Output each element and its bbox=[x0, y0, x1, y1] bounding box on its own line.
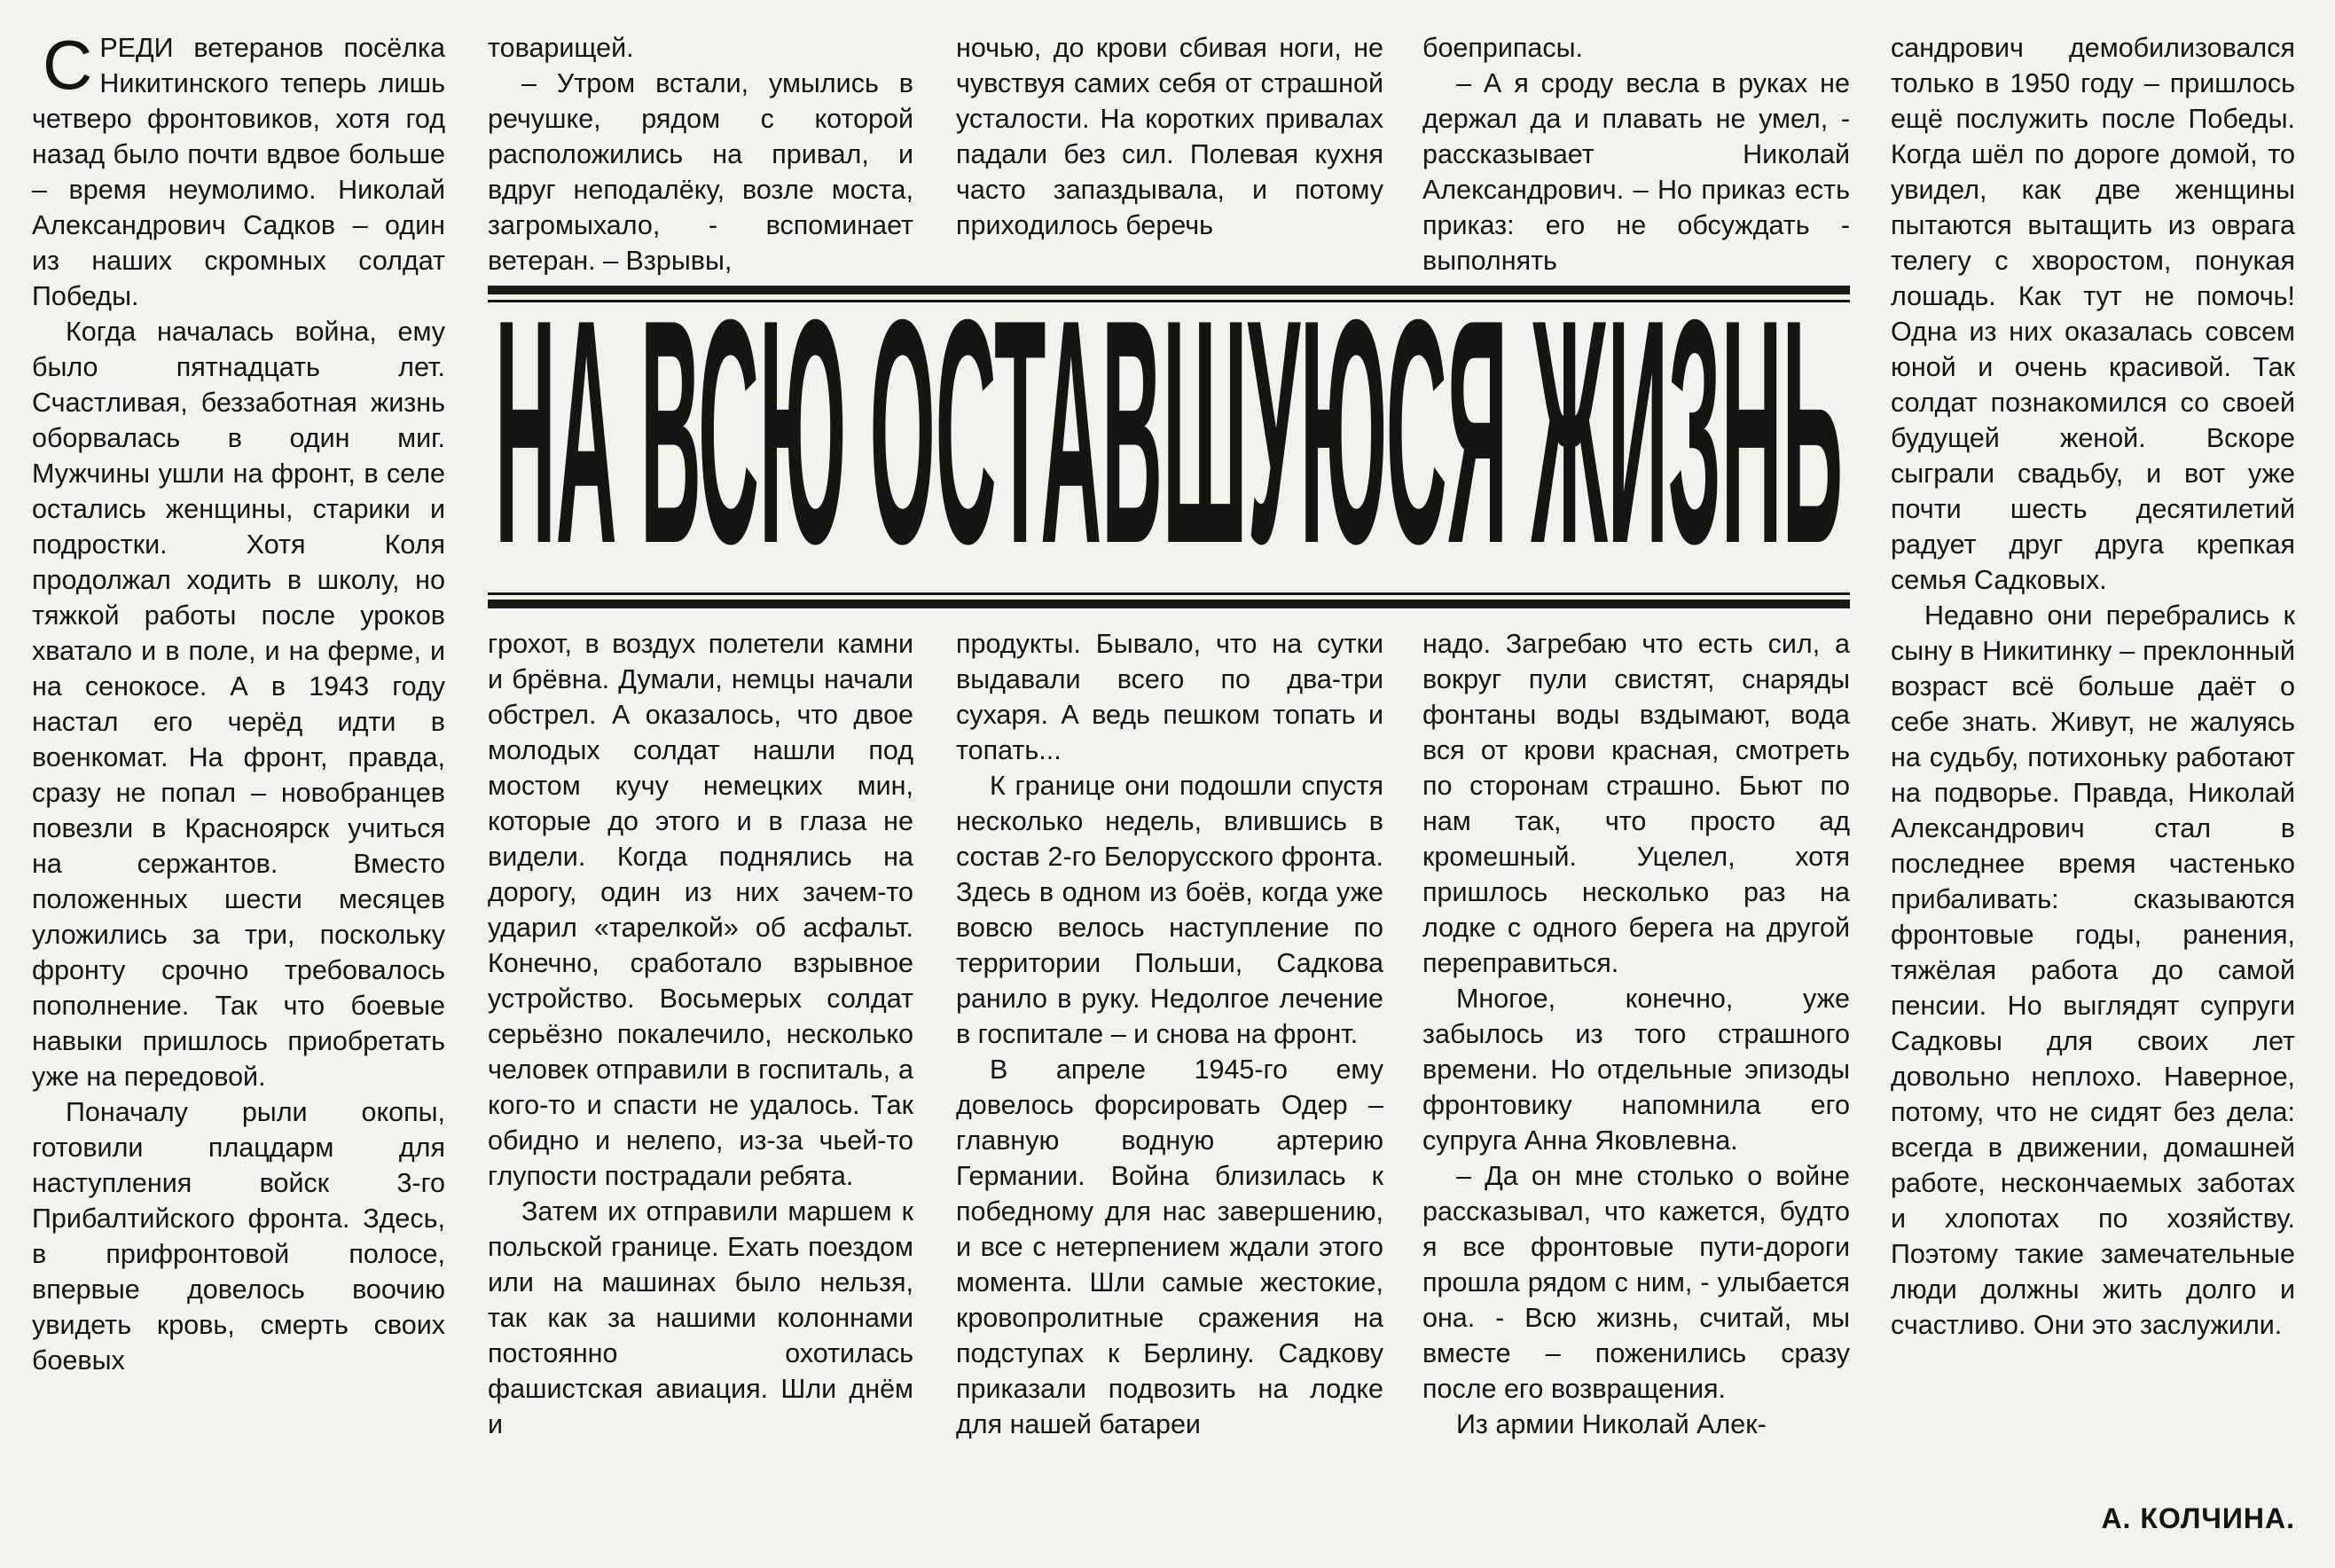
article-paragraph: боеприпасы. bbox=[1422, 33, 1584, 63]
article-paragraph: – Да он мне столько о войне рассказывал, что кажется, будто я все фронтовые пути-дороги прошла рядом с ним, - улыбается она. - Всю жизнь, считай, мы вместе – поженились сразу после его возвращения. bbox=[1422, 1161, 1850, 1404]
article-column-2-bottom bbox=[488, 626, 913, 1552]
headline-svg bbox=[488, 310, 1850, 585]
article-column-3-top bbox=[956, 30, 1383, 275]
article-column-3-bottom bbox=[956, 626, 1383, 1552]
article-paragraph: сандрович демобилизовался только в 1950 году – пришлось ещё послужить после Победы. Когда шёл по дороге домой, то увидел, как две женщины пытаются вытащить из оврага телегу с хворостом, понукая лошадь. Как тут не помочь! Одна из них оказалась совсем юной и очень красивой. Так солдат познакомился со своей будущей женой. Вскоре сыграли свадьбу, и вот уже почти шесть десятилетий радует друг друга крепкая семья Садковых. bbox=[1891, 33, 2295, 595]
article-paragraph: К границе они подошли спустя несколько недель, влившись в состав 2-го Белорусского фронта. Здесь в одном из боёв, когда уже вовсю велось наступление по территории Польши, Садкова ранило в руку. Недолгое лечение в госпитале – и снова на фронт. bbox=[956, 771, 1383, 1049]
article-paragraph: товарищей. bbox=[488, 33, 634, 63]
headline-rule-bottom bbox=[488, 600, 1850, 608]
article-paragraph: Затем их отправили маршем к польской границе. Ехать поездом или на машинах было нельзя, так как за нашими колоннами постоянно охотилась фашистская авиация. Шли днём и bbox=[488, 1196, 913, 1439]
article-column-2-top bbox=[488, 30, 913, 275]
article-paragraph: – Утром встали, умылись в речушке, рядом с которой расположились на привал, и вдруг неподалёку, возле моста, загромыхало, - вспоминает ветеран. – Взрывы, bbox=[488, 68, 913, 275]
headline bbox=[488, 310, 1850, 585]
article-paragraph: Когда началась война, ему было пятнадцать лет. Счастливая, беззаботная жизнь оборвалась в один миг. Мужчины ушли на фронт, в селе остались женщины, старики и подростки. Хотя Коля продолжал ходить в школу, но тяжкой работы после уроков хватало и в поле, и на ферме, и на сенокосе. А в 1943 году настал его черёд идти в военкомат. На фронт, правда, сразу не попал – новобранцев повезли в Красноярск учиться на сержантов. Вместо положенных шести месяцев уложились за три, поскольку фронту срочно требовалось пополнение. Так что боевые навыки пришлось приобретать уже на передовой. bbox=[32, 317, 445, 1092]
paragraph-text: РЕДИ ветеранов посёлка Никитинского теперь лишь четверо фронтовиков, хотя год назад было почти вдвое больше – время неумолимо. Николай Александрович Садков – один из наших скромных солдат Победы. bbox=[32, 33, 445, 311]
drop-cap: С bbox=[43, 30, 93, 104]
article-column-4-top bbox=[1422, 30, 1850, 275]
article-paragraph bbox=[32, 30, 445, 314]
article-paragraph: грохот, в воздух полетели камни и брёвна. Думали, немцы начали обстрел. А оказалось, что двое молодых солдат нашли под мостом кучу немецких мин, которые до этого и в глаза не видели. Когда поднялись на дорогу, один из них зачем-то ударил «тарелкой» об асфальт. Конечно, сработало взрывное устройство. Восьмерых солдат серьёзно покалечило, несколько человек отправили в госпиталь, а кого-то и спасти не удалось. Так обидно и нелепо, из-за чьей-то глупости пострадали ребята. bbox=[488, 629, 913, 1191]
article-paragraph: Из армии Николай Алек- bbox=[1456, 1409, 1767, 1439]
headline-rule-bottom-thin bbox=[488, 592, 1850, 595]
article-paragraph: Многое, конечно, уже забылось из того страшного времени. Но отдельные эпизоды фронтовику напомнила его супруга Анна Яковлевна. bbox=[1422, 984, 1850, 1156]
author-signature: А. КОЛЧИНА. bbox=[2101, 1502, 2295, 1534]
headline-rule-top-thin bbox=[488, 300, 1850, 302]
headline-text: НА ВСЮ ОСТАВШУЮСЯ ЖИЗНЬ bbox=[495, 310, 1843, 585]
article-column-4-bottom bbox=[1422, 626, 1850, 1552]
article-column-5 bbox=[1891, 30, 2295, 1494]
article-paragraph: Недавно они перебрались к сыну в Никитинку – преклонный возраст всё больше даёт о себе знать. Живут, не жалуясь на судьбу, потихоньку работают на подворье. Правда, Николай Александрович стал в последнее время частенько прибаливать: сказываются фронтовые годы, ранения, тяжёлая работа до самой пенсии. Но выглядят супруги Садковы для своих лет довольно неплохо. Наверное, потому, что не сидят без дела: всегда в движении, домашней работе, нескончаемых заботах и хлопотах по хозяйству. Поэтому такие замечательные люди должны жить долго и счастливо. Они это заслужили. bbox=[1891, 600, 2295, 1340]
article-paragraph: Поначалу рыли окопы, готовили плацдарм для наступления войск 3-го Прибалтийского фронта. Здесь, в прифронтовой полосе, впервые довелось воочию увидеть кровь, смерть своих боевых bbox=[32, 1097, 445, 1376]
article-column-1 bbox=[32, 30, 445, 1552]
article-paragraph: надо. Загребаю что есть сил, а вокруг пули свистят, снаряды фонтаны воды вздымают, вода вся от крови красная, смотреть по сторонам страшно. Бьют по нам так, что просто ад кромешный. Уцелел, хотя пришлось несколько раз на лодке с одного берега на другой переправиться. bbox=[1422, 629, 1850, 978]
headline-rule-top bbox=[488, 286, 1850, 294]
article-paragraph: ночью, до крови сбивая ноги, не чувствуя самих себя от страшной усталости. На коротких привалах падали без сил. Полевая кухня часто запаздывала, и потому приходилось беречь bbox=[956, 33, 1383, 240]
article-paragraph: продукты. Бывало, что на сутки выдавали всего по два-три сухаря. А ведь пешком топать и топать... bbox=[956, 629, 1383, 765]
article-paragraph: – А я сроду весла в руках не держал да и плавать не умел, - рассказывает Николай Александрович. – Но приказ есть приказ: его не обсуждать - выполнять bbox=[1422, 68, 1850, 275]
article-paragraph: В апреле 1945-го ему довелось форсировать Одер – главную водную артерию Германии. Война близилась к победному для нас завершению, и все с нетерпением ждали этого момента. Шли самые жестокие, кровопролитные сражения на подступах к Берлину. Садкову приказали подвозить на лодке для нашей батареи bbox=[956, 1054, 1383, 1439]
